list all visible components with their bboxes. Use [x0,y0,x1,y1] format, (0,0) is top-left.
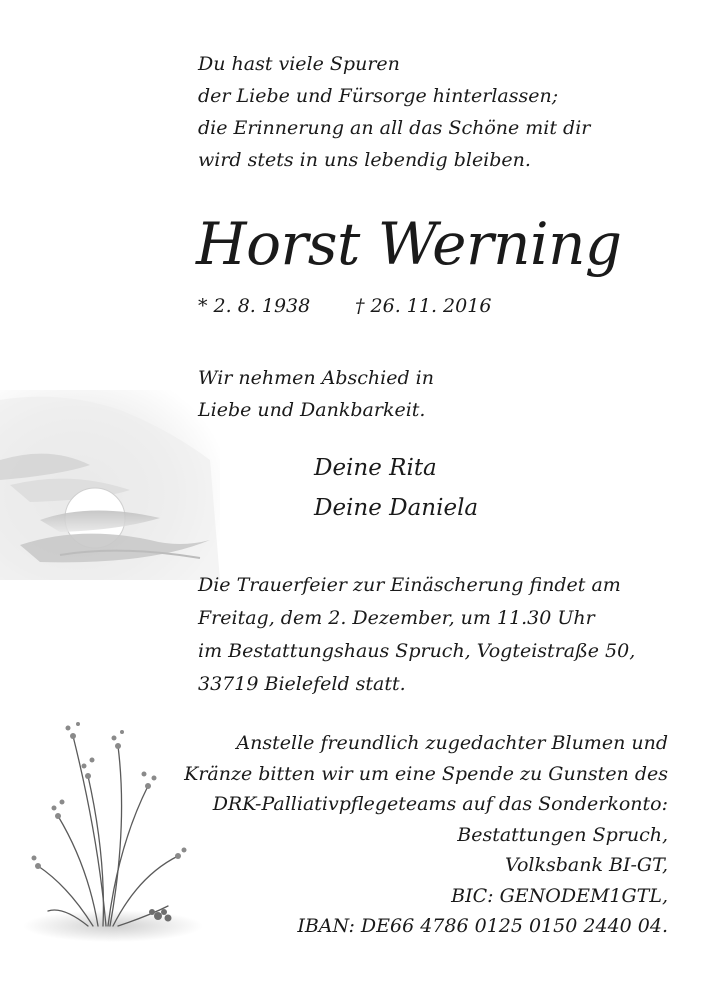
funeral-line: Die Trauerfeier zur Einäscherung findet am [198,574,621,596]
donation-line: Kränze bitten wir um eine Spende zu Gunsten des [184,762,668,785]
poem [198,48,658,176]
sunset-clouds-icon [0,390,220,580]
farewell-line: Liebe und Dankbarkeit. [198,399,426,421]
donation-bic: BIC: GENODEM1GTL, [451,884,668,907]
funeral-line: im Bestattungshaus Spruch, Vogteistraße 50, [198,640,636,662]
signer-daniela: Deine Daniela [314,495,479,521]
donation-notice [184,728,668,942]
birth-date: * 2. 8. 1938 [198,295,311,317]
funeral-notice [198,569,635,701]
poem-line: Du hast viele Spuren [198,53,400,75]
farewell-line: Wir nehmen Abschied in [198,367,434,389]
life-dates [198,290,492,322]
signer-rita: Deine Rita [314,455,437,481]
grass-flower-icon [18,716,208,946]
funeral-line: 33719 Bielefeld statt. [198,673,406,695]
poem-line: der Liebe und Fürsorge hinterlassen; [198,85,559,107]
signers [314,448,478,528]
donation-line: Anstelle freundlich zugedachter Blumen und [236,732,668,754]
donation-account-holder: Bestattungen Spruch, [457,823,668,846]
donation-line: DRK-Palliativpflegeteams auf das Sonderkonto: [212,793,668,815]
poem-line: wird stets in uns lebendig bleiben. [198,149,531,171]
deceased-name: Horst Werning [196,210,622,278]
poem-line: die Erinnerung an all das Schöne mit dir [198,117,591,139]
farewell-text [198,362,434,426]
donation-bank: Volksbank BI-GT, [504,854,668,876]
funeral-line: Freitag, dem 2. Dezember, um 11.30 Uhr [198,607,595,629]
donation-iban: IBAN: DE66 4786 0125 0150 2440 04. [297,915,668,937]
death-date: † 26. 11. 2016 [355,295,492,317]
